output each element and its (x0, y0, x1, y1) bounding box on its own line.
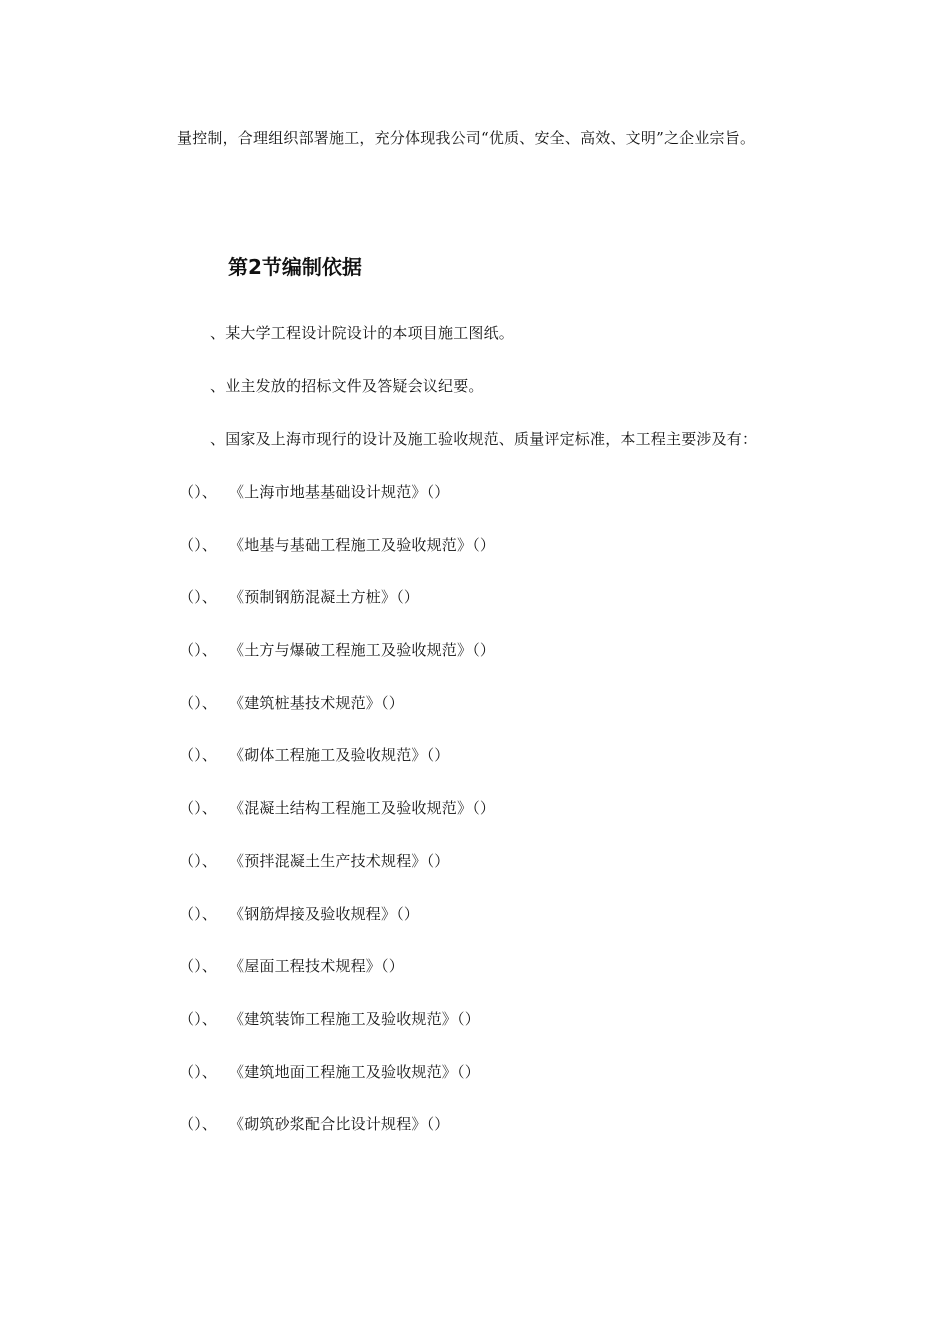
standard-item-masonry-construction (179, 745, 495, 798)
standard-item-ready-mixed-concrete (179, 851, 495, 904)
standard-marker: （）、 (179, 746, 218, 765)
standard-item-roof-engineering (179, 956, 495, 1009)
standard-item-decoration-engineering (179, 1009, 495, 1062)
standard-marker: （）、 (179, 851, 218, 870)
standard-item-masonry-mortar-mix (179, 1114, 495, 1167)
standard-item-foundation-construction (179, 535, 495, 588)
standard-title: 《预制钢筋混凝土方桩》（） (229, 588, 420, 607)
standard-title: 《建筑桩基技术规范》（） (229, 693, 404, 712)
standard-marker: （）、 (179, 1115, 218, 1134)
standard-title: 《砌体工程施工及验收规范》（） (229, 746, 450, 765)
standard-item-rebar-welding (179, 904, 495, 957)
standard-item-shanghai-foundation-design (179, 482, 495, 535)
standard-item-concrete-structure (179, 798, 495, 851)
standard-marker: （）、 (179, 957, 218, 976)
standard-item-floor-engineering (179, 1062, 495, 1115)
basis-item-standards-intro: 、国家及上海市现行的设计及施工验收规范、质量评定标准，本工程主要涉及有： (210, 430, 758, 448)
standard-title: 《屋面工程技术规程》（） (229, 957, 404, 976)
standard-title: 《混凝土结构工程施工及验收规范》（） (229, 799, 496, 818)
standard-marker: （）、 (179, 904, 218, 923)
standard-marker: （）、 (179, 483, 218, 501)
standard-item-precast-square-pile (179, 587, 495, 640)
standards-list (179, 482, 495, 1167)
standard-item-pile-foundation (179, 693, 495, 746)
basis-item-drawings: 、某大学工程设计院设计的本项目施工图纸。 (210, 324, 515, 342)
standard-title: 《土方与爆破工程施工及验收规范》（） (229, 641, 496, 660)
standard-marker: （）、 (179, 588, 218, 607)
intro-paragraph: 量控制，合理组织部署施工，充分体现我公司“优质、安全、高效、文明”之企业宗旨。 (177, 129, 756, 147)
section-heading: 第2节编制依据 (228, 255, 362, 279)
standard-marker: （）、 (179, 693, 218, 712)
standard-title: 《上海市地基基础设计规范》（） (229, 483, 450, 501)
standard-marker: （）、 (179, 1062, 218, 1081)
standard-title: 《建筑装饰工程施工及验收规范》（） (229, 1009, 480, 1028)
standard-title: 《预拌混凝土生产技术规程》（） (229, 851, 450, 870)
standard-title: 《砌筑砂浆配合比设计规程》（） (229, 1115, 450, 1134)
basis-item-tender-documents: 、业主发放的招标文件及答疑会议纪要。 (210, 377, 484, 395)
standard-marker: （）、 (179, 1009, 218, 1028)
standard-title: 《地基与基础工程施工及验收规范》（） (229, 535, 496, 554)
standard-title: 《钢筋焊接及验收规程》（） (229, 904, 420, 923)
standard-marker: （）、 (179, 799, 218, 818)
standard-item-earthwork-blasting (179, 640, 495, 693)
standard-marker: （）、 (179, 535, 218, 554)
standard-marker: （）、 (179, 641, 218, 660)
standard-title: 《建筑地面工程施工及验收规范》（） (229, 1062, 480, 1081)
